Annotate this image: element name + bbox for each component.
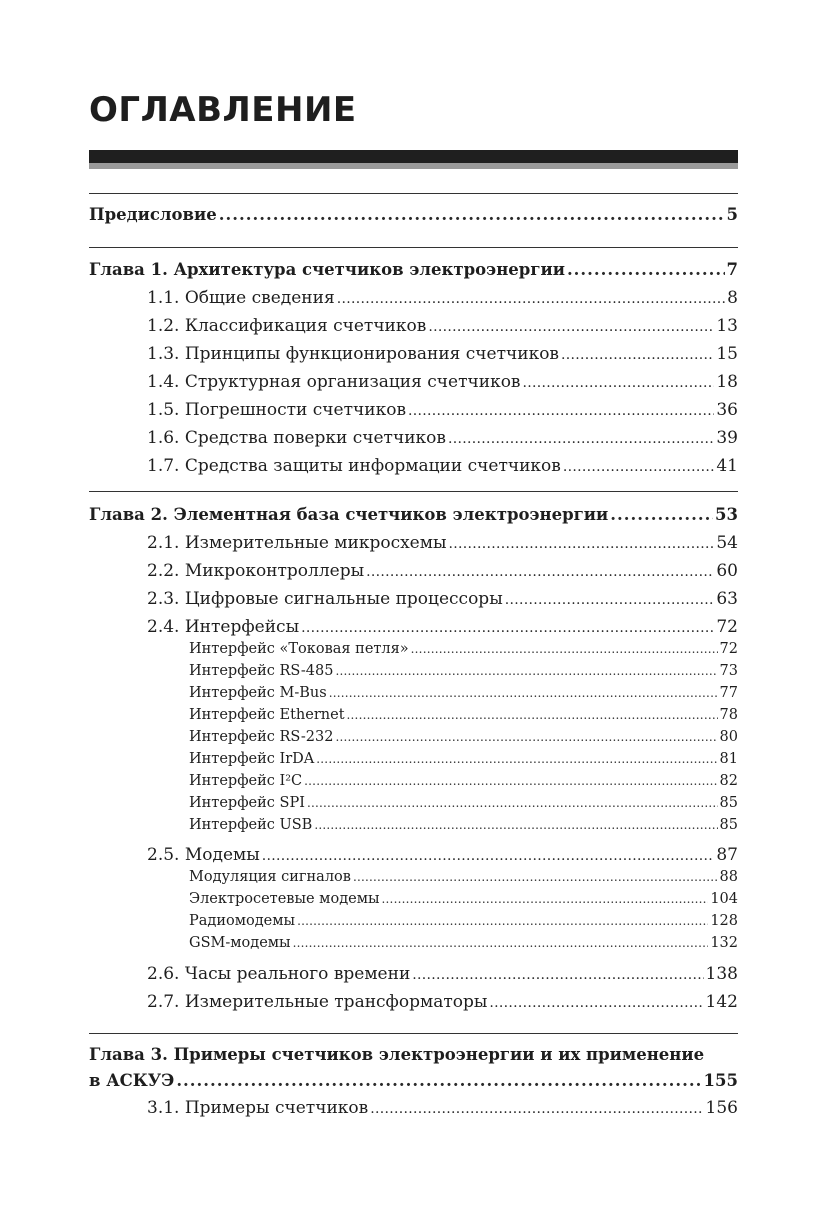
toc-section-1-2[interactable]: 1.2. Классификация счетчиков ..... 13 <box>147 314 738 339</box>
toc-section-1-3[interactable]: 1.3. Принципы функционирования счетчиков ..... 15 <box>147 342 738 367</box>
divider <box>89 491 738 492</box>
title-bar-dark <box>89 150 738 163</box>
toc-subsection-2-4-3[interactable]: Интерфейс M-Bus ..... 77 <box>189 683 738 703</box>
toc-chapter-3[interactable]: в АСКУЭ ..... 155 <box>89 1069 738 1093</box>
toc-subsection-2-4-5[interactable]: Интерфейс RS-232 ..... 80 <box>189 727 738 747</box>
toc-subsection-2-4-8[interactable]: Интерфейс SPI ..... 85 <box>189 793 738 813</box>
toc-subsection-2-4-4[interactable]: Интерфейс Ethernet ..... 78 <box>189 705 738 725</box>
divider <box>89 247 738 248</box>
toc-chapter-1[interactable]: Глава 1. Архитектура счетчиков электроэнергии ..... 7 <box>89 258 738 282</box>
toc-subsection-2-4-1[interactable]: Интерфейс «Токовая петля» ..... 72 <box>189 639 738 659</box>
page-title: ОГЛАВЛЕНИЕ <box>89 90 357 130</box>
toc-subsection-2-4-9[interactable]: Интерфейс USB ..... 85 <box>189 815 738 835</box>
toc-section-2-3[interactable]: 2.3. Цифровые сигнальные процессоры ..... 63 <box>147 587 738 612</box>
toc-subsection-2-4-2[interactable]: Интерфейс RS-485 ..... 73 <box>189 661 738 681</box>
toc-subsection-2-5-2[interactable]: Электросетевые модемы ..... 104 <box>189 889 738 909</box>
toc-subsection-2-4-6[interactable]: Интерфейс IrDA ..... 81 <box>189 749 738 769</box>
toc-section-2-6[interactable]: 2.6. Часы реального времени ..... 138 <box>147 962 738 987</box>
toc-section-1-4[interactable]: 1.4. Структурная организация счетчиков ..... 18 <box>147 370 738 395</box>
toc-section-1-7[interactable]: 1.7. Средства защиты информации счетчиков ..... 41 <box>147 454 738 479</box>
toc-section-2-1[interactable]: 2.1. Измерительные микросхемы ..... 54 <box>147 531 738 556</box>
toc-section-2-5[interactable]: 2.5. Модемы ..... 87 <box>147 843 738 868</box>
toc-chapter-3-title-line1[interactable]: Глава 3. Примеры счетчиков электроэнергии и их применение <box>89 1045 705 1064</box>
divider <box>89 1033 738 1034</box>
toc-section-2-4[interactable]: 2.4. Интерфейсы ..... 72 <box>147 615 738 640</box>
toc-section-2-7[interactable]: 2.7. Измерительные трансформаторы ..... 142 <box>147 990 738 1015</box>
toc-entry-preface[interactable]: Предисловие ..... 5 <box>89 203 738 227</box>
toc-subsection-2-4-7[interactable]: Интерфейс I²C ..... 82 <box>189 771 738 791</box>
divider <box>89 193 738 194</box>
toc-subsection-2-5-3[interactable]: Радиомодемы ..... 128 <box>189 911 738 931</box>
toc-section-1-5[interactable]: 1.5. Погрешности счетчиков ..... 36 <box>147 398 738 423</box>
toc-section-3-1[interactable]: 3.1. Примеры счетчиков ..... 156 <box>147 1096 738 1121</box>
title-bar-gray <box>89 163 738 169</box>
toc-subsection-2-5-4[interactable]: GSM-модемы ..... 132 <box>189 933 738 953</box>
toc-section-1-6[interactable]: 1.6. Средства поверки счетчиков ..... 39 <box>147 426 738 451</box>
toc-section-2-2[interactable]: 2.2. Микроконтроллеры ..... 60 <box>147 559 738 584</box>
toc-section-1-1[interactable]: 1.1. Общие сведения ..... 8 <box>147 286 738 311</box>
toc-subsection-2-5-1[interactable]: Модуляция сигналов ..... 88 <box>189 867 738 887</box>
toc-chapter-2[interactable]: Глава 2. Элементная база счетчиков электроэнергии ..... 53 <box>89 503 738 527</box>
